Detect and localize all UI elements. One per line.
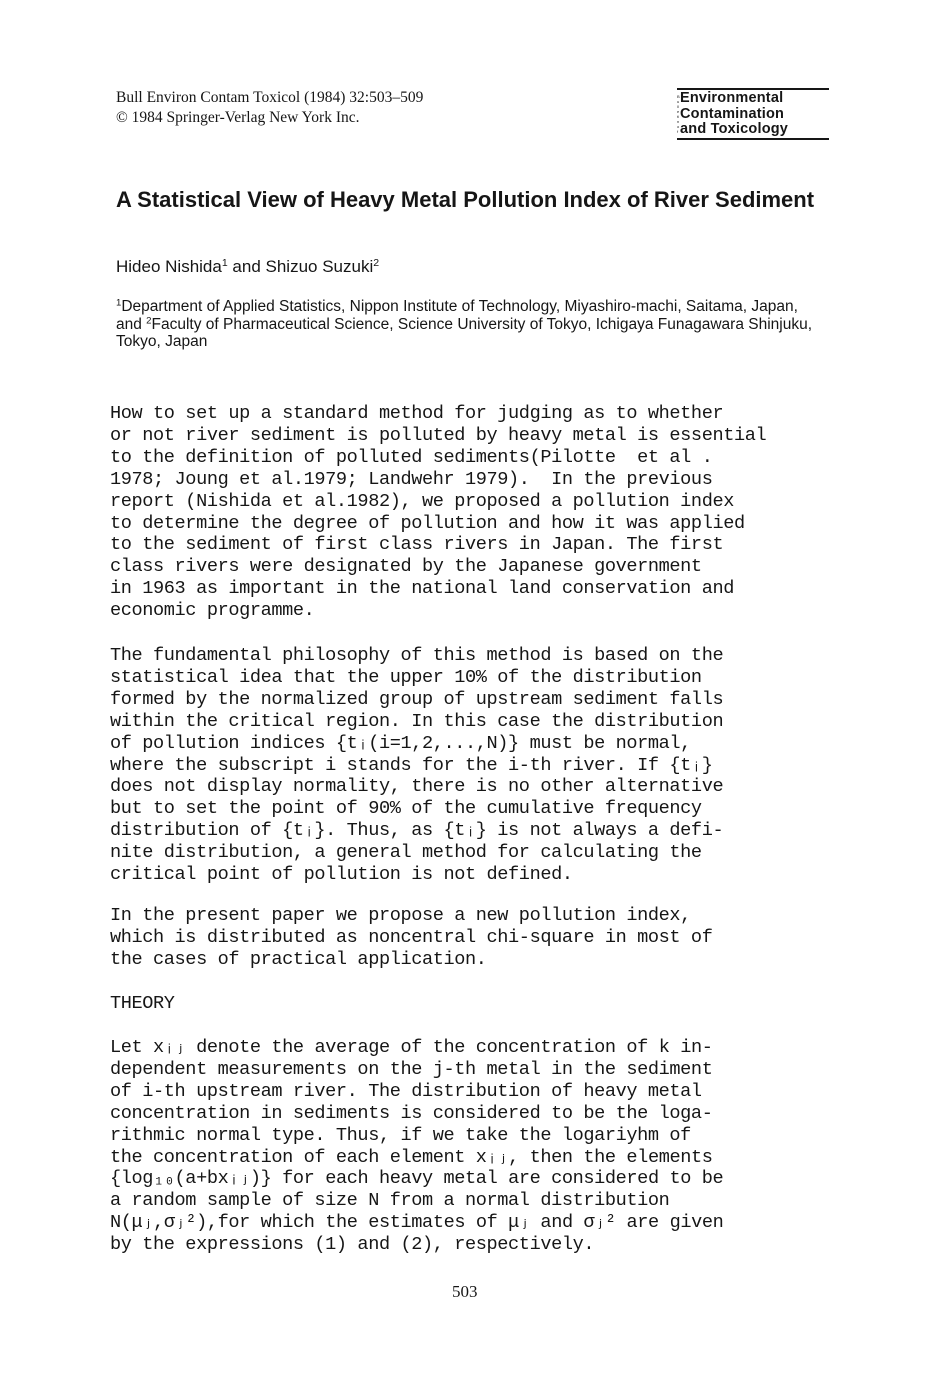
section-heading: THEORY <box>110 993 175 1014</box>
affiliations <box>116 298 816 351</box>
journal-logo-side-text: Bulletin of <box>677 94 680 134</box>
journal-logo <box>677 88 829 138</box>
affiliation-text: Faculty of Pharmaceutical Science, Science University of Tokyo, Ichigaya Funagawara Shinjuku, Tokyo, Japan <box>116 315 813 350</box>
journal-logo-line-1: Environmental <box>680 90 784 106</box>
affiliation-marker: 1 <box>221 257 228 270</box>
journal-citation <box>116 88 423 128</box>
author-connector: and <box>227 257 266 276</box>
citation-line-1: Bull Environ Contam Toxicol (1984) 32:503–509 <box>116 89 424 106</box>
author-name: Hideo Nishida <box>116 257 222 276</box>
body-paragraph: How to set up a standard method for judging as to whether or not river sediment is polluted by heavy metal is essential to the definition of polluted sediments(Pilotte et al . 1978; Joung et al.1979; Landwehr 1979). In the previous report (Nishida et al.1982), we proposed a pollution index to determine the degree of pollution and how it was applied to the sediment of first class rivers in Japan. The first class rivers were designated by the Japanese government in 1963 as important in the national land conservation and economic programme. <box>110 403 767 622</box>
affiliation-marker: 2 <box>373 257 380 270</box>
author-list <box>116 256 379 278</box>
article-title: A Statistical View of Heavy Metal Pollution Index of River Sediment <box>116 187 815 212</box>
journal-logo-line-2: Contamination <box>680 105 785 122</box>
page-number: 503 <box>452 1282 478 1301</box>
affiliation-marker: 2 <box>146 315 152 327</box>
affiliation-marker: 1 <box>116 297 122 309</box>
citation-line-2: © 1984 Springer-Verlag New York Inc. <box>116 109 360 126</box>
body-paragraph: Let xᵢⱼ denote the average of the concentration of k in- dependent measurements on the j-th metal in the sediment of i-th upstream river. The distribution of heavy metal concentration in sediments is considered to be the loga- rithmic normal type. Thus, if we take the logariyhm of the concentration of each element xᵢⱼ, then the elements {log₁₀(a+bxᵢⱼ)} for each heavy metal are considered to be a random sample of size N from a normal distribution N(μⱼ,σⱼ²),for which the estimates of μⱼ and σⱼ² are given by the expressions (1) and (2), respectively. <box>110 1037 724 1256</box>
journal-logo-line-3: and Toxicology <box>680 121 789 137</box>
body-paragraph: The fundamental philosophy of this method is based on the statistical idea that the upper 10% of the distribution formed by the normalized group of upstream sediment falls within the critical region. In this case the distribution of pollution indices {tᵢ(i=1,2,...,N)} must be normal, where the subscript i stands for the i-th river. If {tᵢ} does not display normality, there is no other alternative but to set the point of 90% of the cumulative frequency distribution of {tᵢ}. Thus, as {tᵢ} is not always a defi- nite distribution, a general method for calculating the critical point of pollution is not defined. <box>110 645 724 886</box>
author-name: Shizuo Suzuki <box>265 257 374 276</box>
affiliation-text: Department of Applied Statistics, Nippon Institute of Technology, Miyashiro-machi, Saitama, Japan, and <box>116 298 798 333</box>
body-paragraph: In the present paper we propose a new pollution index, which is distributed as noncentral chi-square in most of the cases of practical application. <box>110 905 713 970</box>
